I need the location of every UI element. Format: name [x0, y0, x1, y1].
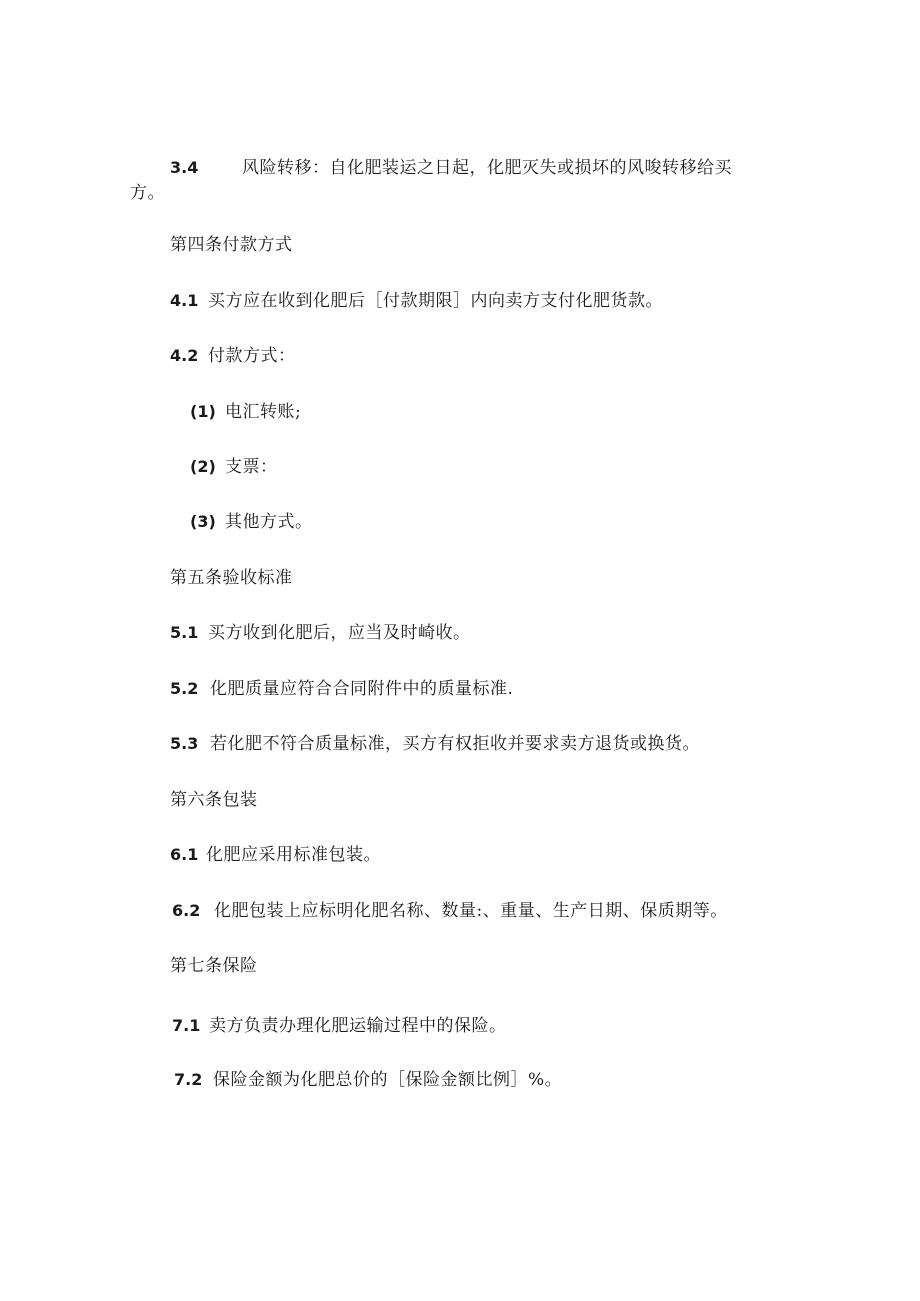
- clause-text: 卖方负责办理化肥运输过程中的保险。: [209, 1016, 507, 1036]
- clause-number: 7.2: [174, 1070, 203, 1089]
- method-number: (2): [190, 457, 216, 476]
- clause-number: 6.2: [172, 901, 201, 920]
- clause-number: 6.1: [170, 845, 199, 864]
- method-text: 电汇转账;: [225, 402, 302, 422]
- method-number: (3): [190, 512, 216, 531]
- article-heading: 第七条保险: [170, 956, 258, 976]
- clause-text: 若化肥不符合质量标准，买方有权拒收并要求卖方退货或换货。: [210, 734, 700, 754]
- method-text: 支票：: [225, 457, 278, 477]
- clause-number: 4.2: [170, 346, 199, 365]
- method-number: (1): [190, 402, 216, 421]
- method-text: 其他方式。: [225, 512, 313, 532]
- clause-number: 5.2: [170, 679, 199, 698]
- article-heading: 第六条包装: [170, 790, 258, 810]
- clause-text: 付款方式：: [208, 346, 296, 366]
- clause-text: 化肥包装上应标明化肥名称、数量:、重量、生产日期、保质期等。: [214, 901, 728, 921]
- clause-text: 买方应在收到化肥后［付款期限］内向卖方支付化肥货款。: [208, 291, 663, 311]
- clause-text: 化肥质量应符合合同附件中的质量标准.: [210, 679, 514, 699]
- article-heading: 第四条付款方式: [170, 235, 293, 255]
- clause-text: 风险转移：自化肥装运之日起，化肥灭失或损坏的风唆转移给买: [242, 158, 732, 178]
- clause-number: 5.1: [170, 623, 199, 642]
- article-heading: 第五条验收标准: [170, 568, 293, 588]
- clause-number: 5.3: [170, 734, 199, 753]
- clause-text: 买方收到化肥后，应当及时崎收。: [208, 623, 471, 643]
- clause-number: 3.4: [170, 158, 199, 177]
- clause-text: 化肥应采用标准包装。: [206, 845, 381, 865]
- clause-number: 7.1: [172, 1016, 201, 1035]
- clause-number: 4.1: [170, 291, 199, 310]
- clause-text: 保险金额为化肥总价的［保险金额比例］%。: [213, 1070, 563, 1090]
- clause-text-continued: 方。: [130, 183, 165, 203]
